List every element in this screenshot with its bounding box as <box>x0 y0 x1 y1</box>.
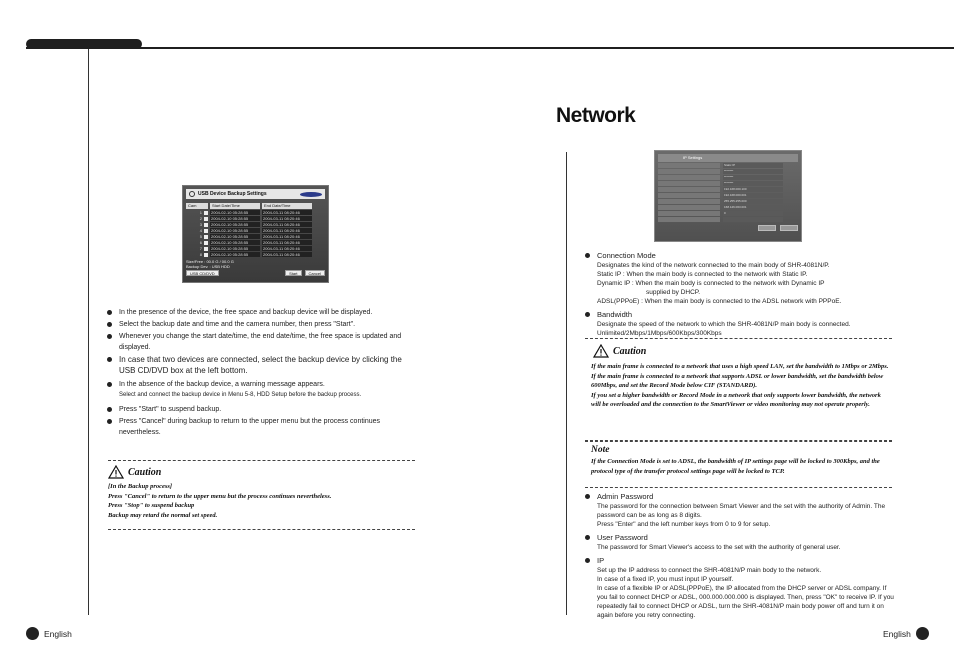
footer-language: English <box>883 628 911 639</box>
size-free-line: Size/Free : 00.0 G / 00.0 G <box>186 259 234 264</box>
camera-checkbox[interactable] <box>204 241 208 245</box>
list-item-label: IP <box>597 556 605 565</box>
ip-setting-row[interactable] <box>658 199 798 204</box>
page-dot-icon <box>26 627 39 640</box>
end-datetime[interactable]: 2004-03-11 08:20:46 <box>262 216 312 221</box>
start-datetime[interactable]: 2004-02-10 05:28:55 <box>210 222 260 227</box>
list-item <box>107 307 417 318</box>
ip-setting-value[interactable]: ******** <box>723 169 783 174</box>
list-item-subtext: Select and connect the backup device in Menu 5-8, HDD Setup before the backup process. <box>119 392 362 398</box>
list-item-label: Admin Password <box>597 492 654 501</box>
ip-setting-label <box>658 193 720 198</box>
caution-title: Caution <box>128 466 162 478</box>
list-item-text: In the absence of the backup device, a warning message appears. <box>119 381 325 388</box>
list-item <box>107 354 417 376</box>
list-item-text: Whenever you change the start date/time, the end date/time, the free space is updated and displayed. <box>119 333 402 351</box>
backup-device-line: Backup Dev. : USB HDD <box>186 264 230 269</box>
footer-left <box>26 627 72 640</box>
caution-title: Caution <box>613 345 647 357</box>
list-item <box>107 331 417 353</box>
usb-screen-title-bar <box>186 189 325 199</box>
list-item-description: In case of a fixed IP, you must input IP yourself. <box>597 576 734 583</box>
ip-setting-row[interactable] <box>658 175 798 180</box>
table-row[interactable] <box>186 228 325 233</box>
ip-ok-button[interactable] <box>758 225 776 231</box>
ip-setting-row[interactable] <box>658 205 798 210</box>
ip-setting-row[interactable] <box>658 187 798 192</box>
camera-checkbox[interactable] <box>204 223 208 227</box>
list-item-description: Unlimited/2Mbps/1Mbps/600Kbps/300Kbps <box>597 330 722 337</box>
list-item-description: Static IP : When the main body is connected to the network with Static IP. <box>597 271 808 278</box>
note-text: If the Connection Mode is set to ADSL, the bandwidth of IP settings page will be locked to 300Kbps, and the protocol type of the transfer protocol settings page will be locked to TCP. <box>591 458 880 475</box>
list-item <box>585 491 895 529</box>
start-datetime[interactable]: 2004-02-10 05:28:55 <box>210 210 260 215</box>
list-item-description: In case of a flexible IP or ADSL(PPPoE), the IP allocated from the DHCP server or ADSL company. If you fail to connect DHCP or ADSL, 000.000.000.000 is displayed. Then, press "OK" to receive IP. If you repeatedly fail to connect DHCP or ADSL, turn the SHR-4081N/P main body power off and turn it on again before you retry connecting. <box>597 585 894 619</box>
note-box <box>585 441 892 488</box>
footer-language: English <box>44 628 72 639</box>
ip-setting-value[interactable]: 168.126.063.001 <box>723 205 783 210</box>
table-row[interactable] <box>186 222 325 227</box>
camera-checkbox[interactable] <box>204 211 208 215</box>
table-row[interactable] <box>186 252 325 257</box>
left-bullet-list <box>107 307 417 439</box>
ip-cancel-button[interactable] <box>780 225 798 231</box>
cam-number: 3 <box>199 222 202 227</box>
caution-line: Press "Stop" to suspend backup <box>108 502 195 509</box>
ip-setting-value[interactable]: Static IP <box>723 163 783 168</box>
right-bottom-bullet-list <box>585 491 895 623</box>
start-column-header: Start Date/Time <box>210 203 260 209</box>
list-item-text: Press "Start" to suspend backup. <box>119 406 222 413</box>
ip-setting-value[interactable] <box>723 217 783 222</box>
table-row[interactable] <box>186 216 325 221</box>
list-item-description: Dynamic IP : When the main body is connected to the network with Dynamic IP <box>597 280 825 287</box>
caution-line: Press "Cancel" to return to the upper menu but the process continues nevertheless. <box>108 492 332 500</box>
end-datetime[interactable]: 2004-03-11 08:20:46 <box>262 246 312 251</box>
end-datetime[interactable]: 2004-03-11 08:20:46 <box>262 222 312 227</box>
ip-setting-row[interactable] <box>658 163 798 168</box>
ip-setting-value[interactable]: ******** <box>723 175 783 180</box>
brand-logo-icon <box>300 192 322 197</box>
footer-right <box>883 627 929 640</box>
page-dot-icon <box>916 627 929 640</box>
ip-setting-label <box>658 217 720 222</box>
header-rule <box>26 47 954 49</box>
list-item-description: Designates the kind of the network connected to the main body of SHR-4081N/P. <box>597 262 830 269</box>
ip-setting-row[interactable] <box>658 193 798 198</box>
end-datetime[interactable]: 2004-03-11 08:20:46 <box>262 240 312 245</box>
ip-setting-label <box>658 199 720 204</box>
list-item <box>585 532 895 552</box>
caution-line: If the main frame is connected to a network that uses a high speed LAN, set the bandwidth to 1Mbps or 2Mbps. If the main frame is connected to a network that supports ADSL or lower bandwidth, set the bandwidth below 600Mbps, and set the Record Mode below CIF (STANDARD). <box>591 363 889 389</box>
caution-box-right <box>585 338 892 441</box>
note-title: Note <box>591 445 610 455</box>
right-top-bullet-list <box>585 250 895 341</box>
list-item-description: Press "Enter" and the left number keys from 0 to 9 for setup. <box>597 521 771 528</box>
ip-setting-value[interactable]: 0 <box>723 211 783 216</box>
usb-table-header <box>186 203 325 209</box>
cam-column-header: Cam <box>186 203 208 209</box>
cam-number: 7 <box>199 246 202 251</box>
page-title: Network <box>556 104 636 127</box>
ip-setting-row[interactable] <box>658 169 798 174</box>
table-row[interactable] <box>186 240 325 245</box>
ip-setting-row[interactable] <box>658 211 798 216</box>
caution-line: Backup may retard the normal set speed. <box>108 511 218 519</box>
caution-line: If you set a higher bandwidth or Record Mode in a network that only supports lower bandwidth, the network will be overloaded and the connection to the SmartViewer or video monitoring may not operate properly. <box>591 391 881 408</box>
ip-setting-row[interactable] <box>658 217 798 222</box>
ip-setting-value[interactable]: 192.168.000.001 <box>723 193 783 198</box>
ip-settings-screenshot <box>654 150 802 242</box>
list-item-description: The password for Smart Viewer's access to the set with the authority of general user. <box>597 544 841 551</box>
list-item-text: Press "Cancel" during backup to return to the upper menu but the process continues nevertheless. <box>119 418 381 436</box>
start-datetime[interactable]: 2004-02-10 05:28:55 <box>210 240 260 245</box>
ip-setting-label <box>658 169 720 174</box>
list-item-description: supplied by DHCP. <box>646 289 701 296</box>
caution-box-left <box>108 460 415 530</box>
start-datetime[interactable]: 2004-02-10 05:28:55 <box>210 252 260 257</box>
cam-number: 2 <box>199 216 202 221</box>
camera-checkbox[interactable] <box>204 247 208 251</box>
cam-number: 5 <box>199 234 202 239</box>
right-column-rule <box>566 152 567 615</box>
cam-number: 1 <box>199 210 202 215</box>
ip-setting-label <box>658 181 720 186</box>
ip-screen-title: IP Settings <box>658 154 798 162</box>
usb-backup-screenshot <box>182 185 329 283</box>
list-item-description: Set up the IP address to connect the SHR-4081N/P main body to the network. <box>597 567 822 574</box>
cam-number: 6 <box>199 240 202 245</box>
table-row[interactable] <box>186 210 325 215</box>
start-datetime[interactable]: 2004-02-10 05:28:55 <box>210 246 260 251</box>
ip-setting-label <box>658 187 720 192</box>
list-item <box>107 319 417 330</box>
start-button[interactable]: Start <box>285 270 301 276</box>
ip-setting-label <box>658 175 720 180</box>
list-item <box>585 309 895 338</box>
warning-icon <box>108 465 124 479</box>
ip-setting-value[interactable]: ******** <box>723 181 783 186</box>
table-row[interactable] <box>186 246 325 251</box>
camera-checkbox[interactable] <box>204 217 208 221</box>
camera-checkbox[interactable] <box>204 253 208 257</box>
list-item-label: Bandwidth <box>597 310 633 319</box>
list-item <box>107 404 417 415</box>
camera-checkbox[interactable] <box>204 235 208 239</box>
end-datetime[interactable]: 2004-03-11 08:20:46 <box>262 228 312 233</box>
left-column-rule <box>88 49 89 615</box>
table-row[interactable] <box>186 234 325 239</box>
list-item-text: In the presence of the device, the free space and backup device will be displayed. <box>119 309 373 316</box>
end-datetime[interactable]: 2004-03-11 08:20:46 <box>262 252 312 257</box>
usb-screen-title: USB Device Backup Settings <box>198 191 267 197</box>
list-item-description: Designate the speed of the network to which the SHR-4081N/P main body is connected. <box>597 321 851 328</box>
usb-icon <box>189 191 195 197</box>
start-datetime[interactable]: 2004-02-10 05:28:55 <box>210 216 260 221</box>
list-item-label: Connection Mode <box>597 251 656 260</box>
ip-setting-value[interactable]: 255.255.255.000 <box>723 199 783 204</box>
list-item-text: Select the backup date and time and the camera number, then press "Start". <box>119 321 356 328</box>
list-item <box>107 416 417 438</box>
list-item <box>585 250 895 306</box>
end-datetime[interactable]: 2004-03-11 08:20:46 <box>262 234 312 239</box>
start-datetime[interactable]: 2004-02-10 05:28:55 <box>210 228 260 233</box>
ip-setting-value[interactable]: 192.168.000.100 <box>723 187 783 192</box>
camera-checkbox[interactable] <box>204 229 208 233</box>
list-item <box>107 379 417 401</box>
ip-setting-row[interactable] <box>658 181 798 186</box>
list-item <box>585 555 895 620</box>
ip-setting-label <box>658 163 720 168</box>
caution-line: [In the Backup process] <box>108 483 173 490</box>
ip-setting-label <box>658 205 720 210</box>
end-column-header: End Date/Time <box>262 203 312 209</box>
start-datetime[interactable]: 2004-02-10 05:28:55 <box>210 234 260 239</box>
list-item-text: In case that two devices are connected, select the backup device by clicking the USB CD/DVD box at the left bottom. <box>119 355 402 375</box>
list-item-label: User Password <box>597 533 648 542</box>
usb-cd-dvd-button[interactable]: USB CD/DVD <box>186 270 219 276</box>
ip-setting-label <box>658 211 720 216</box>
end-datetime[interactable]: 2004-03-11 08:20:46 <box>262 210 312 215</box>
cancel-button[interactable]: Cancel <box>305 270 325 276</box>
list-item-description: The password for the connection between Smart Viewer and the set with the authority of Admin. The password can be as long as 8 digits. <box>597 503 886 519</box>
cam-number: 8 <box>199 252 202 257</box>
cam-number: 4 <box>199 228 202 233</box>
list-item-description: ADSL(PPPoE) : When the main body is connected to the ADSL network with PPPoE. <box>597 298 842 305</box>
warning-icon <box>593 344 609 358</box>
